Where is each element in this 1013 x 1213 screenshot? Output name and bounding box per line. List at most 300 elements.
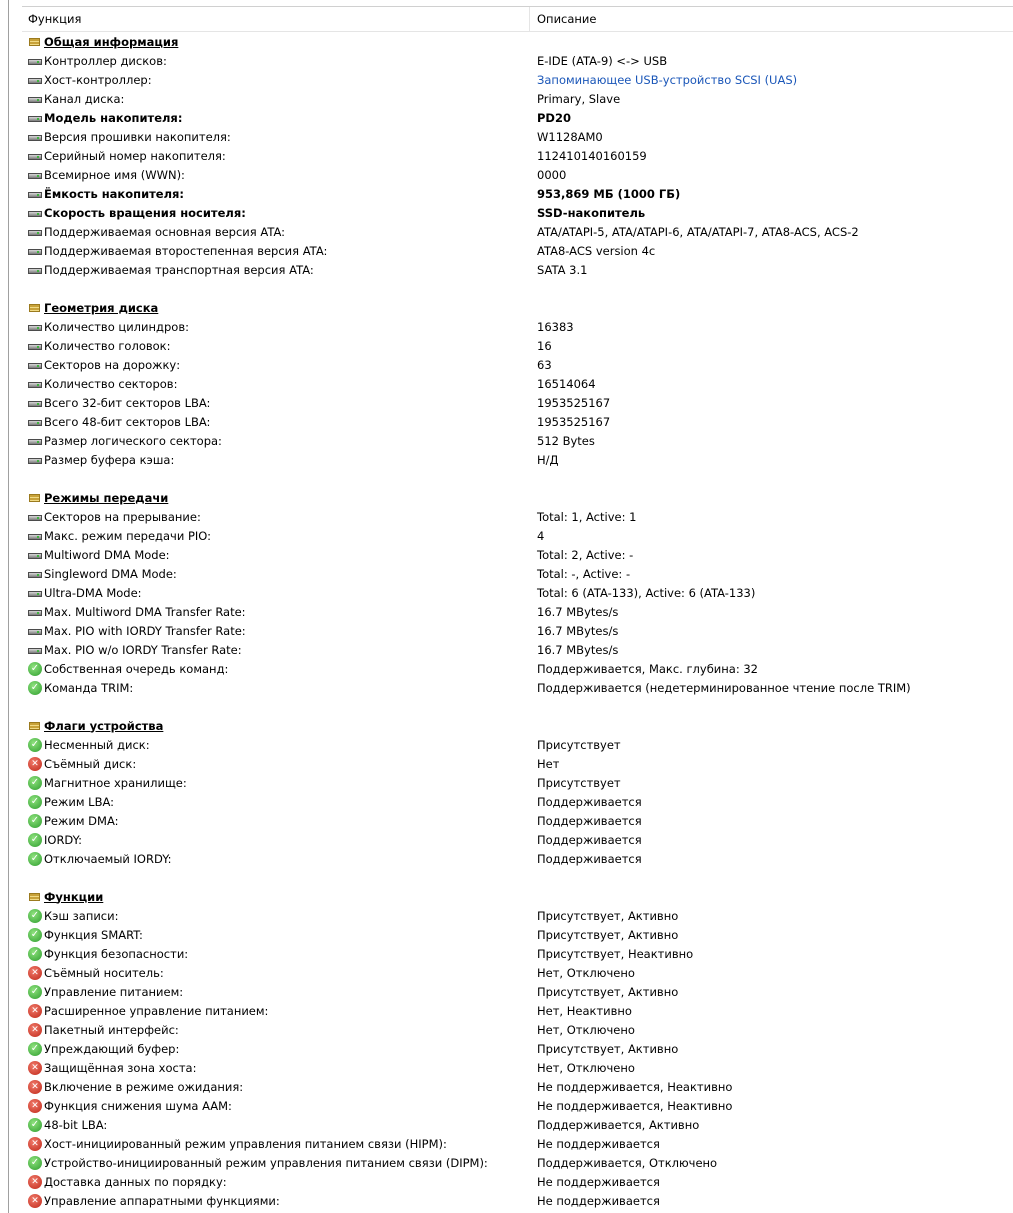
description-cell [531, 966, 635, 980]
description-value: Поддерживается [537, 794, 642, 809]
feature-cell [22, 168, 531, 182]
description-cell [531, 263, 587, 277]
feature-label: Размер логического сектора: [44, 433, 222, 448]
description-cell [531, 1042, 678, 1056]
description-value: SSD-накопитель [537, 205, 646, 220]
feature-cell [22, 35, 531, 49]
feature-cell [22, 92, 531, 106]
description-cell [531, 1004, 632, 1018]
feature-label: Съёмный носитель: [44, 965, 164, 980]
list-rows [22, 32, 1013, 1210]
column-header-feature[interactable] [22, 7, 530, 31]
feature-label: Размер буфера кэша: [44, 452, 175, 467]
description-cell [531, 339, 552, 353]
feature-cell [22, 1004, 531, 1018]
description-value: Присутствует, Активно [537, 1041, 679, 1056]
check-icon [28, 681, 42, 695]
feature-label: Несменный диск: [44, 737, 150, 752]
check-icon [28, 662, 42, 676]
feature-label: Собственная очередь команд: [44, 661, 229, 676]
description-cell [531, 795, 642, 809]
table-row[interactable] [22, 849, 1013, 868]
description-cell [531, 168, 566, 182]
description-cell [531, 92, 620, 106]
column-header-description[interactable] [530, 7, 596, 31]
disk-icon [28, 225, 42, 239]
table-row[interactable] [22, 222, 1013, 241]
check-icon [28, 795, 42, 809]
feature-cell [22, 1042, 531, 1056]
feature-cell [22, 54, 531, 68]
feature-cell [22, 966, 531, 980]
table-row[interactable] [22, 545, 1013, 564]
description-cell [531, 510, 636, 524]
table-row[interactable] [22, 108, 1013, 127]
disk-icon [28, 415, 42, 429]
disk-icon [28, 130, 42, 144]
description-cell [531, 1137, 660, 1151]
description-cell [531, 320, 574, 334]
description-cell [531, 852, 642, 866]
table-row[interactable] [22, 1096, 1013, 1115]
table-row[interactable] [22, 1153, 1013, 1172]
disk-icon [28, 434, 42, 448]
feature-cell [22, 643, 531, 657]
feature-cell [22, 358, 531, 372]
description-cell [531, 909, 678, 923]
section-row[interactable] [22, 716, 1013, 735]
description-value: Присутствует, Неактивно [537, 946, 694, 961]
feature-label: Общая информация [44, 34, 179, 49]
description-value: 16.7 MBytes/s [537, 642, 619, 657]
feature-label: Упреждающий буфер: [44, 1041, 180, 1056]
table-row[interactable] [22, 944, 1013, 963]
table-row[interactable] [22, 583, 1013, 602]
feature-label: Поддерживаемая транспортная версия ATA: [44, 262, 314, 277]
table-row[interactable] [22, 906, 1013, 925]
description-cell [531, 605, 618, 619]
description-cell [531, 1194, 660, 1208]
description-value: Н/Д [537, 452, 559, 467]
feature-cell [22, 586, 531, 600]
description-value: Total: 6 (ATA-133), Active: 6 (ATA-133) [537, 585, 756, 600]
left-pane-edge [0, 0, 9, 1213]
check-icon [28, 985, 42, 999]
feature-label: Всемирное имя (WWN): [44, 167, 185, 182]
description-value: Поддерживается [537, 851, 642, 866]
description-value: Поддерживается, Макс. глубина: 32 [537, 661, 758, 676]
feature-label: Функция безопасности: [44, 946, 189, 961]
table-row[interactable] [22, 830, 1013, 849]
feature-cell [22, 1194, 531, 1208]
description-cell [531, 415, 610, 429]
cross-icon [28, 1080, 42, 1094]
table-row[interactable] [22, 374, 1013, 393]
description-cell [531, 947, 693, 961]
description-value: Присутствует [537, 775, 621, 790]
cross-icon [28, 1137, 42, 1151]
table-row[interactable] [22, 393, 1013, 412]
feature-cell [22, 738, 531, 752]
description-value: Присутствует, Активно [537, 927, 679, 942]
table-row[interactable] [22, 1172, 1013, 1191]
feature-label: Расширенное управление питанием: [44, 1003, 269, 1018]
feature-cell [22, 73, 531, 87]
feature-label: Канал диска: [44, 91, 125, 106]
table-row[interactable] [22, 678, 1013, 697]
description-value: 16.7 MBytes/s [537, 623, 619, 638]
description-cell [531, 1061, 635, 1075]
feature-label: Управление питанием: [44, 984, 184, 999]
description-cell [531, 833, 642, 847]
feature-cell [22, 1118, 531, 1132]
description-cell [531, 643, 618, 657]
feature-label: Всего 32-бит секторов LBA: [44, 395, 211, 410]
feature-cell [22, 548, 531, 562]
feature-cell [22, 111, 531, 125]
blank-row [22, 868, 1013, 887]
disk-icon [28, 453, 42, 467]
check-icon [28, 852, 42, 866]
feature-cell [22, 149, 531, 163]
feature-label: Функции [44, 889, 104, 904]
disk-icon [28, 510, 42, 524]
feature-label: Магнитное хранилище: [44, 775, 187, 790]
feature-cell [22, 947, 531, 961]
table-row[interactable] [22, 51, 1013, 70]
feature-label: Поддерживаемая второстепенная версия ATA: [44, 243, 328, 258]
description-cell [531, 225, 859, 239]
disk-icon [28, 206, 42, 220]
feature-cell [22, 605, 531, 619]
table-row[interactable] [22, 1191, 1013, 1210]
feature-label: Секторов на дорожку: [44, 357, 181, 372]
description-value: 16514064 [537, 376, 596, 391]
feature-label: 48-bit LBA: [44, 1117, 108, 1132]
table-row[interactable] [22, 792, 1013, 811]
properties-list[interactable] [22, 6, 1013, 1213]
check-icon [28, 1118, 42, 1132]
description-cell [531, 111, 571, 125]
column-header-feature-label: Функция [28, 12, 82, 26]
feature-cell [22, 1175, 531, 1189]
feature-cell [22, 187, 531, 201]
description-cell [531, 396, 610, 410]
description-cell [531, 529, 544, 543]
section-row[interactable] [22, 887, 1013, 906]
table-row[interactable] [22, 1001, 1013, 1020]
description-value: Поддерживается [537, 813, 642, 828]
feature-cell [22, 491, 531, 505]
feature-cell [22, 1023, 531, 1037]
description-cell [531, 548, 633, 562]
feature-label: Доставка данных по порядку: [44, 1174, 227, 1189]
table-row[interactable] [22, 811, 1013, 830]
feature-label: Режимы передачи [44, 490, 169, 505]
description-value: Нет, Отключено [537, 965, 635, 980]
description-cell [531, 662, 758, 676]
description-cell [531, 54, 667, 68]
description-cell [531, 377, 596, 391]
disk-icon [28, 92, 42, 106]
disk-icon [28, 149, 42, 163]
feature-cell [22, 1099, 531, 1113]
feature-label: Ёмкость накопителя: [44, 186, 185, 201]
feature-cell [22, 301, 531, 315]
section-row[interactable] [22, 488, 1013, 507]
feature-label: Серийный номер накопителя: [44, 148, 226, 163]
feature-label: Всего 48-бит секторов LBA: [44, 414, 211, 429]
description-value: Нет, Отключено [537, 1022, 635, 1037]
feature-label: Съёмный диск: [44, 756, 137, 771]
feature-cell [22, 225, 531, 239]
description-cell [531, 358, 552, 372]
description-value: SATA 3.1 [537, 262, 588, 277]
table-row[interactable] [22, 203, 1013, 222]
description-cell [531, 206, 645, 220]
table-row[interactable] [22, 1058, 1013, 1077]
feature-label: Кэш записи: [44, 908, 119, 923]
description-value: Не поддерживается [537, 1174, 660, 1189]
check-icon [28, 947, 42, 961]
description-cell [531, 586, 755, 600]
check-icon [28, 814, 42, 828]
description-value: Нет, Неактивно [537, 1003, 632, 1018]
table-row[interactable] [22, 507, 1013, 526]
table-row[interactable] [22, 165, 1013, 184]
disk-icon [28, 605, 42, 619]
section-icon [28, 491, 42, 505]
disk-icon [28, 320, 42, 334]
description-value: Нет [537, 756, 560, 771]
feature-cell [22, 1156, 531, 1170]
feature-label: Геометрия диска [44, 300, 159, 315]
description-value: 1953525167 [537, 395, 611, 410]
table-row[interactable] [22, 1115, 1013, 1134]
feature-label: Флаги устройства [44, 718, 164, 733]
feature-label: Скорость вращения носителя: [44, 205, 246, 220]
table-row[interactable] [22, 659, 1013, 678]
description-value: ATA/ATAPI-5, ATA/ATAPI-6, ATA/ATAPI-7, ATA8-ACS, ACS-2 [537, 224, 859, 239]
cross-icon [28, 1023, 42, 1037]
feature-label: Контроллер дисков: [44, 53, 167, 68]
feature-label: Управление аппаратными функциями: [44, 1193, 280, 1208]
feature-cell [22, 1080, 531, 1094]
table-row[interactable] [22, 621, 1013, 640]
disk-icon [28, 187, 42, 201]
description-value: Total: 1, Active: 1 [537, 509, 637, 524]
description-value: Поддерживается (недетерминированное чтение после TRIM) [537, 680, 911, 695]
description-value: Не поддерживается [537, 1193, 660, 1208]
description-value: Total: -, Active: - [537, 566, 631, 581]
section-icon [28, 719, 42, 733]
description-cell [531, 757, 559, 771]
cross-icon [28, 966, 42, 980]
list-header [22, 7, 1013, 32]
disk-icon [28, 567, 42, 581]
disk-icon [28, 529, 42, 543]
description-value: Не поддерживается, Неактивно [537, 1079, 733, 1094]
description-value: 16383 [537, 319, 574, 334]
cross-icon [28, 1175, 42, 1189]
check-icon [28, 928, 42, 942]
feature-cell [22, 890, 531, 904]
table-row[interactable] [22, 602, 1013, 621]
feature-label: Multiword DMA Mode: [44, 547, 170, 562]
feature-label: Устройство-инициированный режим управления питанием связи (DIPM): [44, 1155, 488, 1170]
table-row[interactable] [22, 184, 1013, 203]
disk-icon [28, 643, 42, 657]
description-cell [531, 985, 678, 999]
table-row[interactable] [22, 1134, 1013, 1153]
table-row[interactable] [22, 127, 1013, 146]
section-row[interactable] [22, 32, 1013, 51]
description-value: Не поддерживается, Неактивно [537, 1098, 733, 1113]
feature-cell [22, 833, 531, 847]
table-row[interactable] [22, 450, 1013, 469]
section-row[interactable] [22, 298, 1013, 317]
feature-label: Модель накопителя: [44, 110, 183, 125]
feature-label: Защищённая зона хоста: [44, 1060, 197, 1075]
table-row[interactable] [22, 70, 1013, 89]
blank-row [22, 279, 1013, 298]
description-value: Присутствует [537, 737, 621, 752]
disk-icon [28, 586, 42, 600]
table-row[interactable] [22, 773, 1013, 792]
table-row[interactable] [22, 1077, 1013, 1096]
feature-cell [22, 719, 531, 733]
disk-icon [28, 548, 42, 562]
table-row[interactable] [22, 336, 1013, 355]
feature-label: Макс. режим передачи PIO: [44, 528, 212, 543]
feature-cell [22, 244, 531, 258]
table-row[interactable] [22, 317, 1013, 336]
description-value: 112410140160159 [537, 148, 647, 163]
description-value: Primary, Slave [537, 91, 621, 106]
description-cell [531, 1080, 732, 1094]
description-value: 16.7 MBytes/s [537, 604, 619, 619]
cross-icon [28, 1061, 42, 1075]
feature-label: Режим DMA: [44, 813, 119, 828]
feature-label: Функция снижения шума AAM: [44, 1098, 232, 1113]
feature-label: Секторов на прерывание: [44, 509, 201, 524]
table-row[interactable] [22, 355, 1013, 374]
table-row[interactable] [22, 1039, 1013, 1058]
blank-row [22, 469, 1013, 488]
table-row[interactable] [22, 526, 1013, 545]
table-row[interactable] [22, 260, 1013, 279]
description-cell [531, 187, 680, 201]
feature-label: Количество цилиндров: [44, 319, 189, 334]
description-value: Присутствует, Активно [537, 984, 679, 999]
feature-label: Пакетный интерфейс: [44, 1022, 179, 1037]
feature-label: Включение в режиме ожидания: [44, 1079, 244, 1094]
feature-label: Количество секторов: [44, 376, 178, 391]
description-value: ATA8-ACS version 4c [537, 243, 656, 258]
feature-cell [22, 263, 531, 277]
feature-cell [22, 624, 531, 638]
feature-label: Поддерживаемая основная версия ATA: [44, 224, 285, 239]
feature-label: Отключаемый IORDY: [44, 851, 172, 866]
feature-label: Количество головок: [44, 338, 171, 353]
cross-icon [28, 757, 42, 771]
cross-icon [28, 1099, 42, 1113]
feature-cell [22, 928, 531, 942]
feature-label: Режим LBA: [44, 794, 115, 809]
blank-row [22, 697, 1013, 716]
feature-cell [22, 776, 531, 790]
description-cell [531, 681, 911, 695]
check-icon [28, 909, 42, 923]
description-cell [531, 624, 618, 638]
feature-cell [22, 206, 531, 220]
table-row[interactable] [22, 925, 1013, 944]
disk-icon [28, 624, 42, 638]
description-value: 63 [537, 357, 552, 372]
table-row[interactable] [22, 754, 1013, 773]
description-cell [531, 1099, 732, 1113]
feature-cell [22, 985, 531, 999]
table-row[interactable] [22, 89, 1013, 108]
table-row[interactable] [22, 963, 1013, 982]
feature-label: IORDY: [44, 832, 83, 847]
description-cell [531, 1175, 660, 1189]
description-link[interactable]: Запоминающее USB-устройство SCSI (UAS) [537, 72, 798, 87]
table-row[interactable] [22, 982, 1013, 1001]
description-value: 512 Bytes [537, 433, 595, 448]
feature-cell [22, 852, 531, 866]
feature-cell [22, 130, 531, 144]
feature-cell [22, 396, 531, 410]
feature-label: Функция SMART: [44, 927, 143, 942]
disk-icon [28, 358, 42, 372]
description-value: 953,869 МБ (1000 ГБ) [537, 186, 681, 201]
description-cell [531, 149, 647, 163]
feature-cell [22, 529, 531, 543]
table-row[interactable] [22, 412, 1013, 431]
description-cell [531, 1023, 635, 1037]
description-cell [531, 130, 603, 144]
disk-icon [28, 168, 42, 182]
description-value: Нет, Отключено [537, 1060, 635, 1075]
description-cell [531, 434, 595, 448]
feature-cell [22, 1137, 531, 1151]
table-row[interactable] [22, 241, 1013, 260]
table-row[interactable] [22, 735, 1013, 754]
description-value: Присутствует, Активно [537, 908, 679, 923]
disk-icon [28, 73, 42, 87]
feature-label: Max. PIO with IORDY Transfer Rate: [44, 623, 246, 638]
column-header-description-label: Описание [537, 12, 597, 26]
table-row[interactable] [22, 431, 1013, 450]
disk-icon [28, 396, 42, 410]
description-cell [531, 73, 797, 87]
table-row[interactable] [22, 640, 1013, 659]
table-row[interactable] [22, 564, 1013, 583]
feature-cell [22, 814, 531, 828]
check-icon [28, 833, 42, 847]
table-row[interactable] [22, 146, 1013, 165]
feature-cell [22, 510, 531, 524]
description-value: 4 [537, 528, 545, 543]
feature-label: Команда TRIM: [44, 680, 134, 695]
description-cell [531, 244, 655, 258]
disk-icon [28, 339, 42, 353]
description-value: Поддерживается [537, 832, 642, 847]
description-cell [531, 814, 642, 828]
disk-icon [28, 263, 42, 277]
table-row[interactable] [22, 1020, 1013, 1039]
